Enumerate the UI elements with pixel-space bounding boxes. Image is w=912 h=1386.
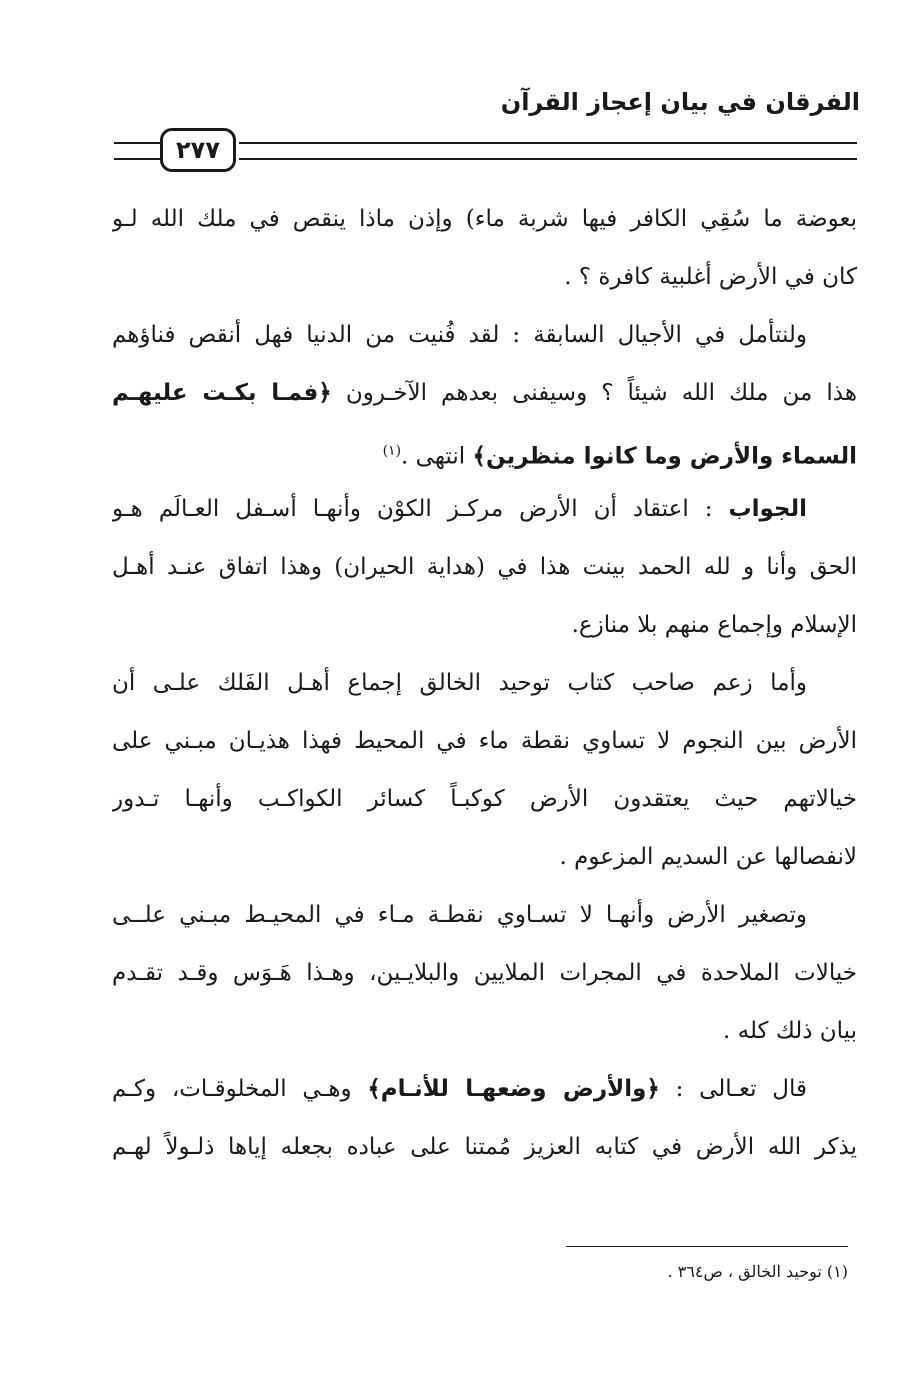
footnote-marker: (١) bbox=[382, 443, 402, 459]
text-line: خيالاتهم حيث يعتقدون الأرض كوكبـاً كسائر الكواكـب وأنهـا تـدور bbox=[112, 786, 857, 812]
text-run: وهـي المخلوقـات، وكـم bbox=[112, 1076, 368, 1102]
text-line: لانفصالها عن السديم المزعوم . bbox=[559, 844, 857, 870]
text-line bbox=[112, 364, 857, 422]
text-line: كان في الأرض أغلبية كافرة ؟ . bbox=[564, 264, 857, 290]
text-line: وأما زعم صاحب كتاب توحيد الخالق إجماع أهـل الفَلك علـى أن bbox=[112, 670, 807, 696]
header-rule-bottom bbox=[239, 158, 857, 160]
text-line: الحق وأنا و لله الحمد بينت هذا في (هداية الحيران) وهذا اتفاق عنـد أهـل bbox=[112, 554, 857, 580]
text-line bbox=[112, 480, 857, 538]
text-run: قال تعـالى : bbox=[659, 1076, 807, 1102]
header-rule-left-bottom bbox=[114, 158, 160, 160]
text-line bbox=[112, 1060, 857, 1118]
text-line: خيالات الملاحدة في المجرات الملايين والبلايـين، وهـذا هَـوَس وقـد تقـدم bbox=[112, 960, 857, 986]
quran-verse: السماء والأرض وما كانوا منظرين﴾ bbox=[472, 443, 857, 470]
text-line: بعوضة ما سُقِي الكافر فيها شربة ماء) وإذن ماذا ينقص في ملك الله لـو bbox=[112, 206, 857, 232]
text-line: وتصغير الأرض وأنهـا لا تسـاوي نقطـة مـاء في المحيـط مبـني علــى bbox=[112, 902, 807, 928]
footnote: (١) توحيد الخالق ، ص٣٦٤ . bbox=[667, 1262, 848, 1281]
text-run: : اعتقاد أن الأرض مركـز الكوْن وأنهـا أسـفل العـالَم هـو bbox=[112, 496, 729, 522]
text-run: انتهى . bbox=[401, 443, 473, 470]
body-text bbox=[112, 190, 857, 1176]
answer-label: الجواب bbox=[728, 496, 807, 522]
text-line: الإسلام وإجماع منهم بلا منازع. bbox=[571, 612, 857, 638]
text-line bbox=[112, 422, 857, 480]
page-number: ٢٧٧ bbox=[176, 136, 220, 164]
running-title: الفرقان في بيان إعجاز القرآن bbox=[500, 88, 860, 116]
quran-verse: ﴿فمـا بكـت عليهـم bbox=[112, 380, 332, 406]
header-rule-top bbox=[239, 142, 857, 144]
text-line: يذكر الله الأرض في كتابه العزيز مُمتنا على عباده بجعله إياها ذلـولاً لهـم bbox=[112, 1134, 857, 1160]
footnote-separator bbox=[566, 1246, 848, 1247]
header-rule-left-top bbox=[114, 142, 160, 144]
text-line: بيان ذلك كله . bbox=[722, 1018, 857, 1044]
text-line: الأرض بين النجوم لا تساوي نقطة ماء في المحيط فهذا هذيـان مبـني على bbox=[112, 728, 857, 754]
page-number-box bbox=[160, 128, 236, 172]
quran-verse: ﴿والأرض وضعهـا للأنـام﴾ bbox=[367, 1076, 660, 1102]
text-line: ولنتأمل في الأجيال السابقة : لقد فُنيت من الدنيا فهل أنقص فناؤهم bbox=[112, 322, 807, 348]
text-run: هذا من ملك الله شيئاً ؟ وسيفنى بعدهم الآخـرون bbox=[331, 380, 857, 406]
